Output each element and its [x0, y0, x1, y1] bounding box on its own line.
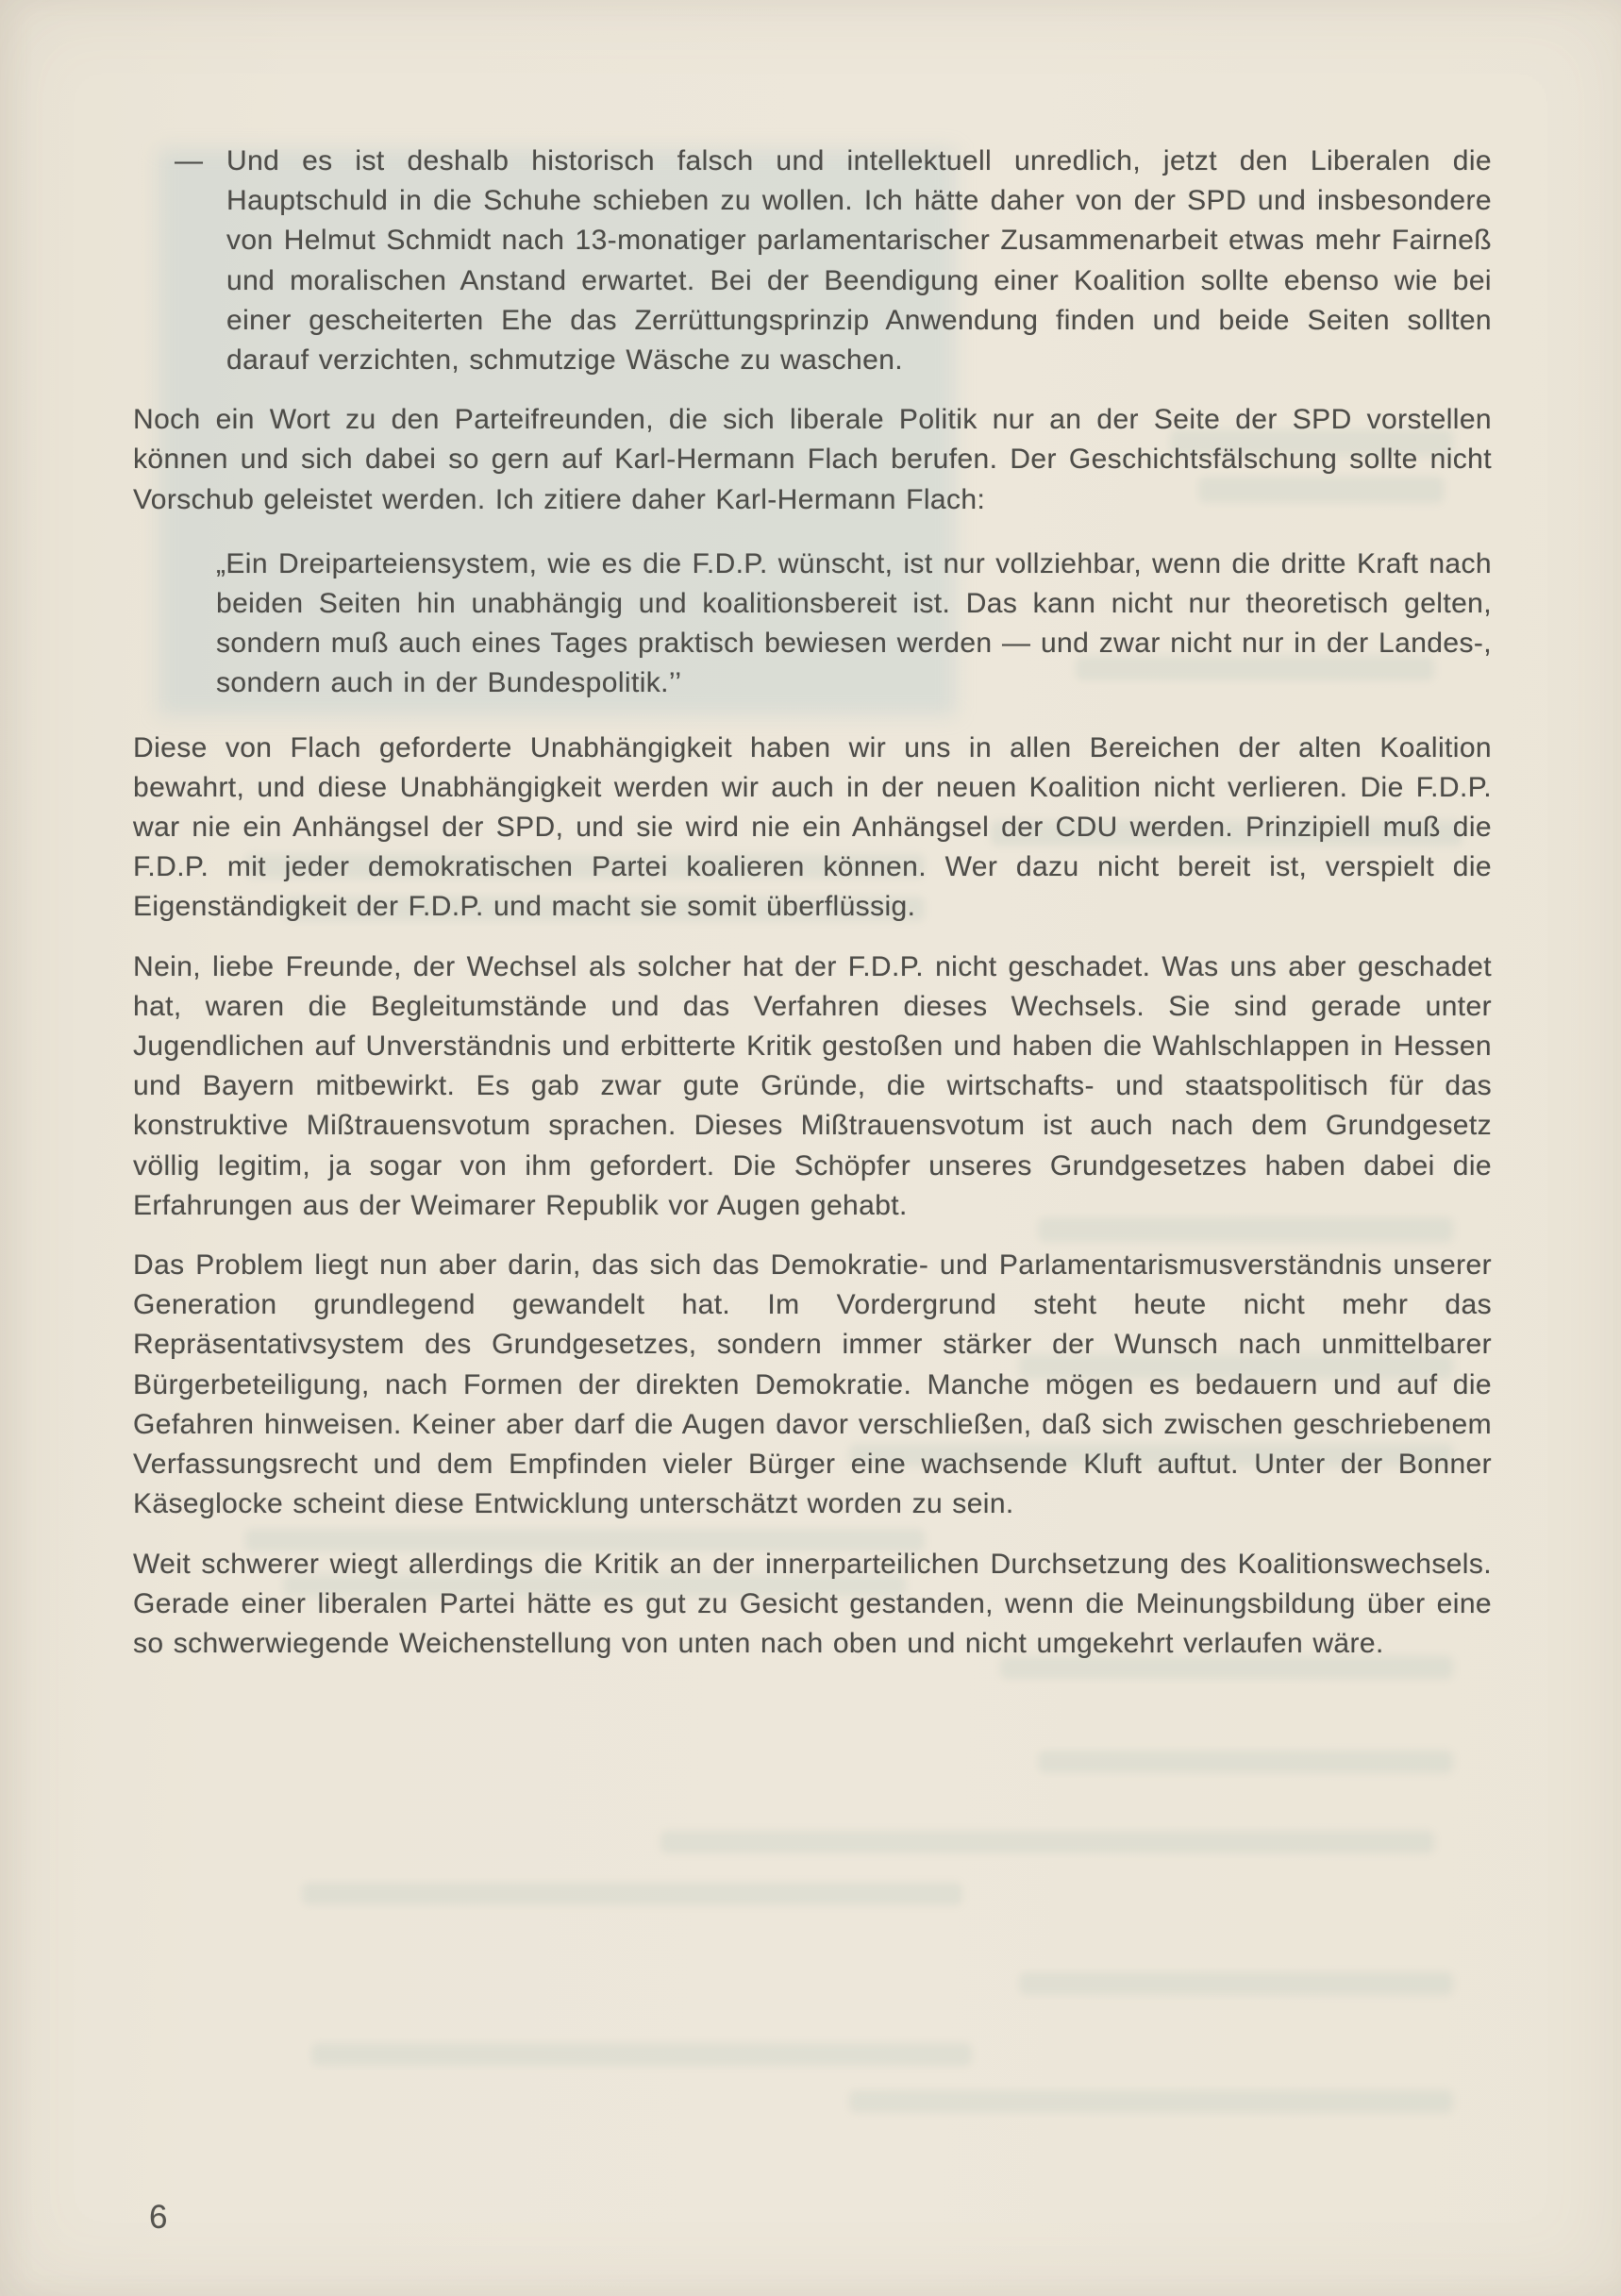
showthrough-ghost-line — [311, 2043, 972, 2066]
paragraph-text: Das Problem liegt nun aber darin, das sich das Demokratie- und Parlamentarismusverständnis unserer Generation grundlegend gewandelt hat. Im Vordergrund steht heute nicht mehr das Repräsentativsystem des Grundgesetzes, sondern immer stärker der Wunsch nach unmittelbarer Bürgerbeteiligung, nach Formen der direkten Demokratie. Manche mögen es bedauern und auf die Gefahren hinweisen. Keiner aber darf die Augen davor verschließen, daß sich zwischen geschriebenem Verfassungsrecht und dem Empfinden vieler Bürger eine wachsende Kluft auftut. Unter der Bonner Käseglocke scheint diese Entwicklung unterschätzt worden zu sein. — [133, 1249, 1492, 1520]
showthrough-ghost-line — [302, 1883, 962, 1905]
showthrough-ghost-line — [849, 2090, 1453, 2113]
page-number: 6 — [149, 2199, 168, 2236]
paragraph-text: Weit schwerer wiegt allerdings die Kritik an der innerparteilichen Durchsetzung des Koalitionswechsels. Gerade einer liberalen Partei hätte es gut zu Gesicht gestanden, wenn die Meinungsbildung über eine so schwerwiegende Weichenstellung von unten nach oben und nicht umgekehrt verlaufen wäre. — [133, 1548, 1492, 1659]
blockquote-flach-citation — [216, 545, 1492, 704]
quote-text: „Ein Dreiparteiensystem, wie es die F.D.P. wünscht, ist nur vollziehbar, wenn die dritte Kraft nach beiden Seiten hin unabhängig und koalitionsbereit ist. Das kann nicht nur theoretisch gelten, sondern muß auch eines Tages praktisch bewiesen werden — und zwar nicht nur in der Landes-, sondern auch in der Bundespolitik.’’ — [216, 547, 1492, 699]
paragraph — [133, 1545, 1492, 1665]
paragraph — [133, 947, 1492, 1226]
dash-bullet: — — [175, 145, 204, 176]
paragraph-text: Noch ein Wort zu den Parteifreunden, die sich liberale Politik nur an der Seite der SPD vorstellen können und sich dabei so gern auf Karl-Hermann Flach berufen. Der Geschichtsfälschung sollte nicht Vorschub geleistet werden. Ich zitiere daher Karl-Hermann Flach: — [133, 404, 1492, 515]
page-body-text — [133, 142, 1492, 1684]
paragraph — [133, 729, 1492, 928]
paragraph — [133, 400, 1492, 520]
paragraph-text: Diese von Flach geforderte Unabhängigkeit haben wir uns in allen Bereichen der alten Koalition bewahrt, und diese Unabhängigkeit werden wir auch in der neuen Koalition nicht verlieren. Die F.D.P. war nie ein Anhängsel der SPD, und sie wird nie ein Anhängsel der CDU werden. Prinzipiell muß die F.D.P. mit jeder demokratischen Partei koalieren können. Wer dazu nicht bereit ist, verspielt die Eigenständigkeit der F.D.P. und macht sie somit überflüssig. — [133, 731, 1492, 923]
paragraph-text: Nein, liebe Freunde, der Wechsel als solcher hat der F.D.P. nicht geschadet. Was uns aber geschadet hat, waren die Begleitumstände und das Verfahren dieses Wechsels. Sie sind gerade unter Jugendlichen auf Unverständnis und erbitterte Kritik gestoßen und haben die Wahlschlappen in Hessen und Bayern mitbewirkt. Es gab zwar gute Gründe, die wirtschafts- und staatspolitisch für das konstruktive Mißtrauensvotum sprachen. Dieses Mißtrauensvotum ist auch nach dem Grundgesetz völlig legitim, ja sogar von ihm gefordert. Die Schöpfer unseres Grundgesetzes haben dabei die Erfahrungen aus der Weimarer Republik vor Augen gehabt. — [133, 950, 1492, 1221]
showthrough-ghost-line — [1038, 1751, 1453, 1773]
paragraph-dash-item — [133, 142, 1492, 380]
paragraph-text: Und es ist deshalb historisch falsch und intellektuell unredlich, jetzt den Liberalen die Hauptschuld in die Schuhe schieben zu wollen. Ich hätte daher von der SPD und insbesondere von Helmut Schmidt nach 13-monatiger parlamentarischer Zusammenarbeit etwas mehr Fairneß und moralischen Anstand erwartet. Bei der Beendigung einer Koalition sollte ebenso wie bei einer gescheiterten Ehe das Zerrüttungsprinzip Anwendung finden und beide Seiten sollten darauf verzichten, schmutzige Wäsche zu waschen. — [226, 145, 1492, 377]
showthrough-ghost-line — [660, 1831, 1434, 1853]
paragraph — [133, 1246, 1492, 1524]
showthrough-ghost-line — [1019, 1972, 1453, 1995]
